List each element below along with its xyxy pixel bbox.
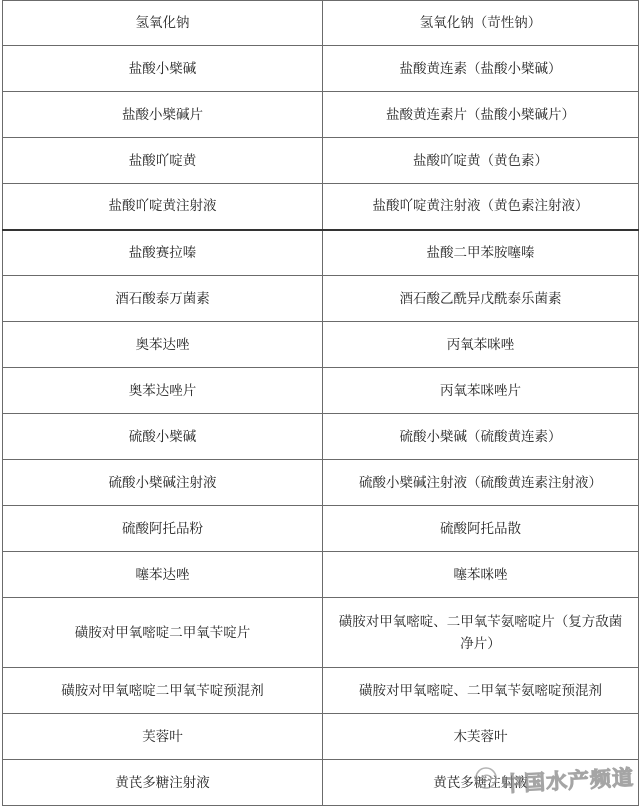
former-name-cell: 丙氧苯咪唑: [323, 322, 639, 368]
former-name-cell: 丙氧苯咪唑片: [323, 368, 639, 414]
former-name-cell: 磺胺对甲氧嘧啶、二甲氧苄氨嘧啶预混剂: [323, 668, 639, 714]
standard-name-cell: 奥苯达唑片: [3, 368, 323, 414]
standard-name-cell: 氢氧化钠: [3, 1, 323, 46]
watermark-text: 中国水产频道: [501, 765, 635, 797]
standard-name-cell: 盐酸小檗碱片: [3, 92, 323, 138]
former-name-cell: 硫酸阿托品散: [323, 506, 639, 552]
standard-name-cell: 盐酸赛拉嗪: [3, 230, 323, 276]
former-name-cell: 氢氧化钠（苛性钠）: [323, 1, 639, 46]
standard-name-cell: 磺胺对甲氧嘧啶二甲氧苄啶预混剂: [3, 668, 323, 714]
table-row: [3, 368, 639, 414]
former-name-cell: 木芙蓉叶: [323, 714, 639, 760]
former-name-cell: 磺胺对甲氧嘧啶、二甲氧苄氨嘧啶片（复方敌菌净片）: [323, 598, 639, 668]
standard-name-cell: 硫酸小檗碱: [3, 414, 323, 460]
fish-logo-icon: [474, 766, 498, 794]
standard-name-cell: 黄芪多糖注射液: [3, 760, 323, 806]
former-name-cell: 盐酸黄连素（盐酸小檗碱）: [323, 46, 639, 92]
former-name-cell: 硫酸小檗碱（硫酸黄连素）: [323, 414, 639, 460]
former-name-cell: 噻苯咪唑: [323, 552, 639, 598]
former-name-cell: 盐酸二甲苯胺噻嗪: [323, 230, 639, 276]
standard-name-cell: 磺胺对甲氧嘧啶二甲氧苄啶片: [3, 598, 323, 668]
standard-name-cell: 硫酸阿托品粉: [3, 506, 323, 552]
standard-name-cell: 盐酸吖啶黄: [3, 138, 323, 184]
table-row: [3, 138, 639, 184]
table-row: [3, 668, 639, 714]
standard-name-cell: 硫酸小檗碱注射液: [3, 460, 323, 506]
table-row: [3, 322, 639, 368]
table-row: [3, 92, 639, 138]
standard-name-cell: 盐酸吖啶黄注射液: [3, 184, 323, 230]
table-row: [3, 460, 639, 506]
watermark: [474, 765, 634, 795]
table-row: [3, 414, 639, 460]
standard-name-cell: 酒石酸泰万菌素: [3, 276, 323, 322]
table-row: [3, 184, 639, 230]
standard-name-cell: 奥苯达唑: [3, 322, 323, 368]
former-name-cell: 盐酸黄连素片（盐酸小檗碱片）: [323, 92, 639, 138]
table-row: [3, 552, 639, 598]
standard-name-cell: 盐酸小檗碱: [3, 46, 323, 92]
table-row: [3, 46, 639, 92]
table-row: [3, 230, 639, 276]
former-name-cell: 酒石酸乙酰异戊酰泰乐菌素: [323, 276, 639, 322]
table-row: [3, 598, 639, 668]
table-row: [3, 506, 639, 552]
drug-name-table: [2, 0, 639, 806]
former-name-cell: 黄芪多糖注射液: [323, 760, 639, 806]
former-name-cell: 盐酸吖啶黄（黄色素）: [323, 138, 639, 184]
table-row: [3, 714, 639, 760]
table-row: [3, 276, 639, 322]
standard-name-cell: 芙蓉叶: [3, 714, 323, 760]
former-name-cell: 盐酸吖啶黄注射液（黄色素注射液）: [323, 184, 639, 230]
former-name-cell: 硫酸小檗碱注射液（硫酸黄连素注射液）: [323, 460, 639, 506]
standard-name-cell: 噻苯达唑: [3, 552, 323, 598]
table-row: [3, 1, 639, 46]
